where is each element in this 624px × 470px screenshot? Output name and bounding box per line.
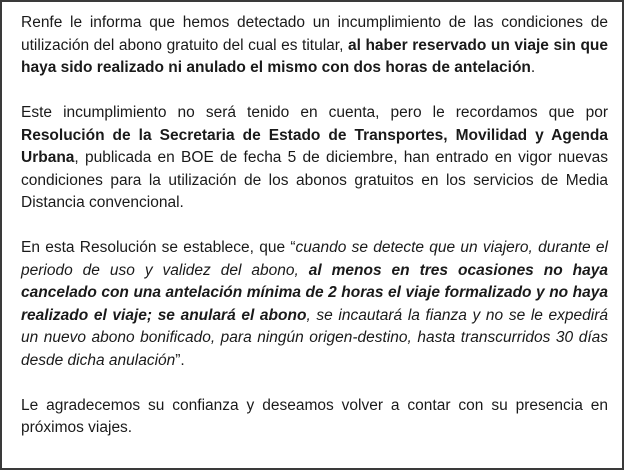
resolution-intro: En esta Resolución se establece, que “ bbox=[21, 239, 296, 256]
paragraph-reminder bbox=[21, 102, 608, 215]
reminder-details: , publicada en BOE de fecha 5 de diciembre, han entrado en vigor nuevas condiciones para la utilización de los abonos gratuitos en los servicios de Media Distancia convencional. bbox=[21, 149, 608, 211]
closing-text: Le agradecemos su confianza y deseamos volver a contar con su presencia en próximos viajes. bbox=[21, 396, 608, 436]
paragraph-closing bbox=[21, 395, 608, 440]
resolution-close-quote: ”. bbox=[175, 351, 185, 369]
resolution-name-bold: Resolución de la Secretaria de Estado de Transportes, Movilidad y Agenda Urbana bbox=[21, 126, 608, 166]
notice-period: . bbox=[530, 59, 536, 76]
resolution-quote-bold: al menos en tres ocasiones no haya cancelado con una antelación mínima de 2 horas el viaje formalizado y no haya realizado el viaje; se anulará el abono bbox=[21, 261, 608, 324]
letter-body bbox=[21, 12, 608, 440]
resolution-quote-start: cuando se detecte que un viajero, durante el periodo de uso y validez del abono, bbox=[21, 239, 608, 279]
notice-text: Renfe le informa que hemos detectado un incumplimiento de las condiciones de utilización del abono gratuito del cual es titular, bbox=[21, 14, 608, 54]
notice-reason-bold: al haber reservado un viaje sin que haya sido realizado ni anulado el mismo con dos horas de antelación bbox=[21, 36, 608, 76]
reminder-text: Este incumplimiento no será tenido en cuenta, pero le recordamos que por bbox=[21, 104, 608, 121]
paragraph-resolution bbox=[21, 237, 608, 372]
resolution-quote-end: , se incautará la fianza y no se le expedirá un nuevo abono bonificado, para ningún origen-destino, hasta transcurridos 30 días desde dicha anulación bbox=[21, 306, 608, 369]
paragraph-notice bbox=[21, 12, 608, 80]
